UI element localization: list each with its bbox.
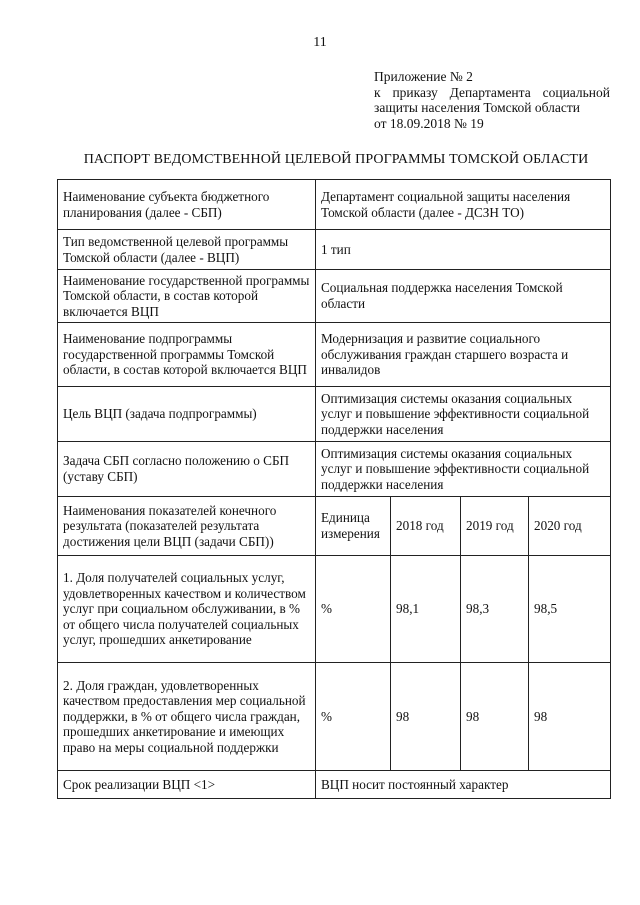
year-2018-header: 2018 год [391, 497, 461, 556]
appendix-line-3: защиты населения Томской области [374, 100, 581, 115]
page-number: 11 [313, 35, 327, 50]
indicator-1-2020: 98,5 [529, 556, 611, 663]
passport-table [57, 179, 611, 799]
appendix-line-2: к приказу Департамента социальной [374, 84, 610, 100]
state-program-label: Наименование государственной программы Томской области, в состав которой включается ВЦП [58, 270, 316, 323]
year-2019-header: 2019 год [461, 497, 529, 556]
indicator-1-2019: 98,3 [461, 556, 529, 663]
table-row-indicators-header [58, 497, 611, 556]
indicator-1-label: 1. Доля получателей социальных услуг, удовлетворенных качеством и количеством услуг при социальном обслуживании, в % от общего числа получателей социальных услуг, прошедших анкетирование [58, 556, 316, 663]
indicator-2-unit: % [316, 663, 391, 771]
unit-header: Единица измерения [316, 497, 391, 556]
table-row-goal [58, 387, 611, 442]
type-label: Тип ведомственной целевой программы Томской области (далее - ВЦП) [58, 230, 316, 270]
indicator-2-2020: 98 [529, 663, 611, 771]
indicator-1-unit: % [316, 556, 391, 663]
indicator-2-2019: 98 [461, 663, 529, 771]
indicators-header-label: Наименования показателей конечного результата (показателей результата достижения цели ВЦП (задачи СБП)) [58, 497, 316, 556]
indicator-1-2018: 98,1 [391, 556, 461, 663]
goal-value: Оптимизация системы оказания социальных услуг и повышение эффективности социальной поддержки населения [316, 387, 611, 442]
task-value: Оптимизация системы оказания социальных услуг и повышение эффективности социальной поддержки населения [316, 442, 611, 497]
indicator-2-label: 2. Доля граждан, удовлетворенных качеством предоставления мер социальной поддержки, в % от общего числа граждан, прошедших анкетирование и имеющих право на меры социальной поддержки [58, 663, 316, 771]
table-row-state-program [58, 270, 611, 323]
appendix-line-1: Приложение № 2 [374, 69, 473, 84]
appendix-line-4: от 18.09.2018 № 19 [374, 115, 484, 131]
table-row-subject [58, 180, 611, 230]
table-row-term [58, 771, 611, 799]
term-value: ВЦП носит постоянный характер [316, 771, 611, 799]
indicator-2-2018: 98 [391, 663, 461, 771]
table-row-subprogram [58, 323, 611, 387]
year-2020-header: 2020 год [529, 497, 611, 556]
term-label: Срок реализации ВЦП <1> [58, 771, 316, 799]
table-row-task [58, 442, 611, 497]
table-row-indicator-2 [58, 663, 611, 771]
subject-value: Департамент социальной защиты населения Томской области (далее - ДСЗН ТО) [316, 180, 611, 230]
appendix-block [374, 69, 610, 131]
subject-label: Наименование субъекта бюджетного планирования (далее - СБП) [58, 180, 316, 230]
task-label: Задача СБП согласно положению о СБП (уставу СБП) [58, 442, 316, 497]
document-title: ПАСПОРТ ВЕДОМСТВЕННОЙ ЦЕЛЕВОЙ ПРОГРАММЫ ТОМСКОЙ ОБЛАСТИ [83, 152, 589, 167]
goal-label: Цель ВЦП (задача подпрограммы) [58, 387, 316, 442]
table-row-indicator-1 [58, 556, 611, 663]
state-program-value: Социальная поддержка населения Томской области [316, 270, 611, 323]
subprogram-value: Модернизация и развитие социального обслуживания граждан старшего возраста и инвалидов [316, 323, 611, 387]
subprogram-label: Наименование подпрограммы государственной программы Томской области, в состав которой включается ВЦП [58, 323, 316, 387]
type-value: 1 тип [316, 230, 611, 270]
table-row-type [58, 230, 611, 270]
